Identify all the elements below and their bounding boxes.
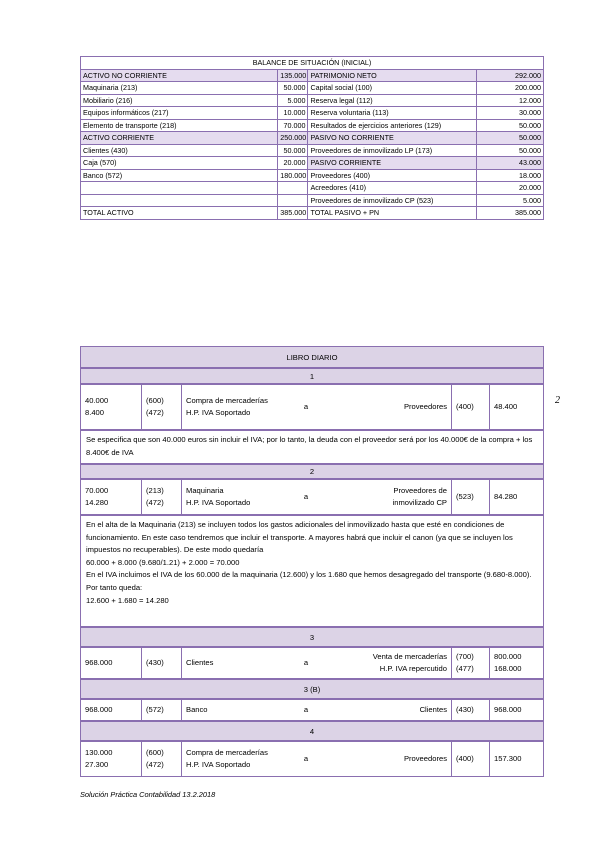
balance-row xyxy=(81,132,544,145)
balance-row xyxy=(81,119,544,132)
balance-left-value: 5.000 xyxy=(278,94,308,107)
balance-right-label: Reserva legal (112) xyxy=(308,94,476,107)
entry-debit-amounts: 968.000 xyxy=(85,705,113,714)
balance-left-label: Caja (570) xyxy=(81,157,278,170)
diario-title: LIBRO DIARIO xyxy=(80,346,544,368)
entry-credit-amounts: 800.000 168.000 xyxy=(489,648,545,678)
balance-left-label: Equipos informáticos (217) xyxy=(81,107,278,120)
entry-number: 3 xyxy=(80,627,544,647)
balance-row xyxy=(81,182,544,195)
entry-debit-amounts: 70.000 14.280 xyxy=(85,486,109,507)
balance-right-label: Acreedores (410) xyxy=(308,182,476,195)
balance-left-value: 20.000 xyxy=(278,157,308,170)
balance-right-value: 50.000 xyxy=(476,144,543,157)
entry-debit-concepts: Maquinaria H.P. IVA Soportado xyxy=(181,480,281,514)
balance-left-value: 135.000 xyxy=(278,69,308,82)
entry-credit-accounts: (400) xyxy=(451,742,489,776)
entry-credit-amounts: 157.300 xyxy=(489,742,545,776)
balance-right-value: 12.000 xyxy=(476,94,543,107)
entry-credit-amounts: 48.400 xyxy=(489,385,545,429)
balance-title: BALANCE DE SITUACIÓN (INICIAL) xyxy=(81,57,544,70)
balance-right-label: TOTAL PASIVO + PN xyxy=(308,207,476,220)
balance-right-label: PATRIMONIO NETO xyxy=(308,69,476,82)
entry-debit-accounts: (430) xyxy=(141,648,181,678)
balance-right-value: 200.000 xyxy=(476,82,543,95)
balance-row xyxy=(81,169,544,182)
balance-left-value xyxy=(278,182,308,195)
entry-credit-amounts: 84.280 xyxy=(489,480,545,514)
balance-right-value: 20.000 xyxy=(476,182,543,195)
entry-credit-concepts: Venta de mercaderías H.P. IVA repercutido xyxy=(372,652,447,673)
balance-left-label: Clientes (430) xyxy=(81,144,278,157)
balance-left-label: Mobiliario (216) xyxy=(81,94,278,107)
entry-credit-amounts: 968.000 xyxy=(489,700,545,720)
balance-right-label: Proveedores de inmovilizado CP (523) xyxy=(308,194,476,207)
balance-right-value: 43.000 xyxy=(476,157,543,170)
balance-left-value: 50.000 xyxy=(278,144,308,157)
balance-right-label: PASIVO CORRIENTE xyxy=(308,157,476,170)
balance-right-value: 50.000 xyxy=(476,132,543,145)
entry-a-separator: a xyxy=(303,402,309,411)
entry-debit-accounts: (572) xyxy=(141,700,181,720)
balance-right-label: Capital social (100) xyxy=(308,82,476,95)
balance-row xyxy=(81,194,544,207)
entry-credit-accounts: (523) xyxy=(451,480,489,514)
entry-debit-accounts: (600) (472) xyxy=(141,385,181,429)
balance-left-value: 385.000 xyxy=(278,207,308,220)
entry-debit-amounts: 40.000 8.400 xyxy=(85,396,109,417)
balance-row xyxy=(81,157,544,170)
entry-debit-concepts: Banco xyxy=(181,700,281,720)
page-number: 2 xyxy=(555,395,560,406)
balance-left-label: TOTAL ACTIVO xyxy=(81,207,278,220)
balance-table xyxy=(80,56,544,220)
entry-number: 2 xyxy=(80,464,544,479)
balance-row xyxy=(81,69,544,82)
entry-note-1: Se especifica que son 40.000 euros sin incluir el IVA; por lo tanto, la deuda con el proveedor será por los 40.000€ de la compra + los 8.400€ de IVA xyxy=(80,430,544,464)
entry-credit-accounts: (430) xyxy=(451,700,489,720)
entry-debit-concepts: Compra de mercaderías H.P. IVA Soportado xyxy=(181,742,281,776)
balance-right-label: PASIVO NO CORRIENTE xyxy=(308,132,476,145)
entry-a-separator: a xyxy=(303,754,309,763)
balance-row xyxy=(81,207,544,220)
entry-credit-concepts: Clientes xyxy=(419,705,447,714)
balance-left-value xyxy=(278,194,308,207)
journal-entry-1 xyxy=(80,384,544,430)
balance-left-label: Banco (572) xyxy=(81,169,278,182)
entry-a-separator: a xyxy=(303,705,309,714)
balance-row xyxy=(81,107,544,120)
entry-number: 4 xyxy=(80,721,544,741)
balance-right-value: 50.000 xyxy=(476,119,543,132)
entry-number: 3 (B) xyxy=(80,679,544,699)
balance-left-value: 250.000 xyxy=(278,132,308,145)
balance-left-label: Elemento de transporte (218) xyxy=(81,119,278,132)
entry-number: 1 xyxy=(80,368,544,384)
entry-credit-concepts: Proveedores xyxy=(403,754,447,763)
entry-credit-concepts: Proveedores de inmovilizado CP xyxy=(392,486,447,507)
entry-credit-accounts: (400) xyxy=(451,385,489,429)
balance-left-value: 70.000 xyxy=(278,119,308,132)
balance-right-value: 5.000 xyxy=(476,194,543,207)
journal-entry-2 xyxy=(80,479,544,515)
balance-right-value: 292.000 xyxy=(476,69,543,82)
balance-right-label: Resultados de ejercicios anteriores (129) xyxy=(308,119,476,132)
balance-row xyxy=(81,94,544,107)
balance-left-label: Maquinaria (213) xyxy=(81,82,278,95)
balance-row xyxy=(81,82,544,95)
entry-a-separator: a xyxy=(303,492,309,501)
balance-left-label: ACTIVO CORRIENTE xyxy=(81,132,278,145)
entry-credit-concepts: Proveedores xyxy=(403,402,447,411)
journal-entry-4 xyxy=(80,741,544,777)
balance-row xyxy=(81,144,544,157)
journal-entry-3 xyxy=(80,647,544,679)
balance-right-value: 18.000 xyxy=(476,169,543,182)
entry-debit-accounts: (213) (472) xyxy=(141,480,181,514)
footer-text: Solución Práctica Contabilidad 13.2.2018 xyxy=(80,790,216,799)
balance-right-label: Proveedores (400) xyxy=(308,169,476,182)
journal-entry-3b xyxy=(80,699,544,721)
balance-left-value: 10.000 xyxy=(278,107,308,120)
balance-right-value: 30.000 xyxy=(476,107,543,120)
entry-note-2: En el alta de la Maquinaria (213) se incluyen todos los gastos adicionales del inmovilizado hasta que esté en condiciones de funcionamiento. En este caso tendremos que incluir el transporte. A mayores habrá que incluir el canon (ya que se incluyen los impuestos no recuperables). De este modo quedaría 60.000 + 8.000 (9.680/1.21) + 2.000 = 70.000 En el IVA incluimos el IVA de los 60.000 de la maquinaria (12.600) y los 1.680 que hemos desagregado del transporte (9.680-8.000). Por tanto queda: 12.600 + 1.680 = 14.280 xyxy=(80,515,544,627)
balance-left-value: 50.000 xyxy=(278,82,308,95)
balance-right-value: 385.000 xyxy=(476,207,543,220)
entry-debit-accounts: (600) (472) xyxy=(141,742,181,776)
balance-left-value: 180.000 xyxy=(278,169,308,182)
balance-left-label: ACTIVO NO CORRIENTE xyxy=(81,69,278,82)
balance-right-label: Proveedores de inmovilizado LP (173) xyxy=(308,144,476,157)
entry-debit-amounts: 130.000 27.300 xyxy=(85,748,113,769)
entry-credit-accounts: (700) (477) xyxy=(451,648,489,678)
balance-left-label xyxy=(81,194,278,207)
balance-right-label: Reserva voluntaria (113) xyxy=(308,107,476,120)
entry-debit-amounts: 968.000 xyxy=(85,658,113,667)
entry-debit-concepts: Clientes xyxy=(181,648,281,678)
entry-debit-concepts: Compra de mercaderías H.P. IVA Soportado xyxy=(181,385,281,429)
balance-left-label xyxy=(81,182,278,195)
entry-a-separator: a xyxy=(303,658,309,667)
